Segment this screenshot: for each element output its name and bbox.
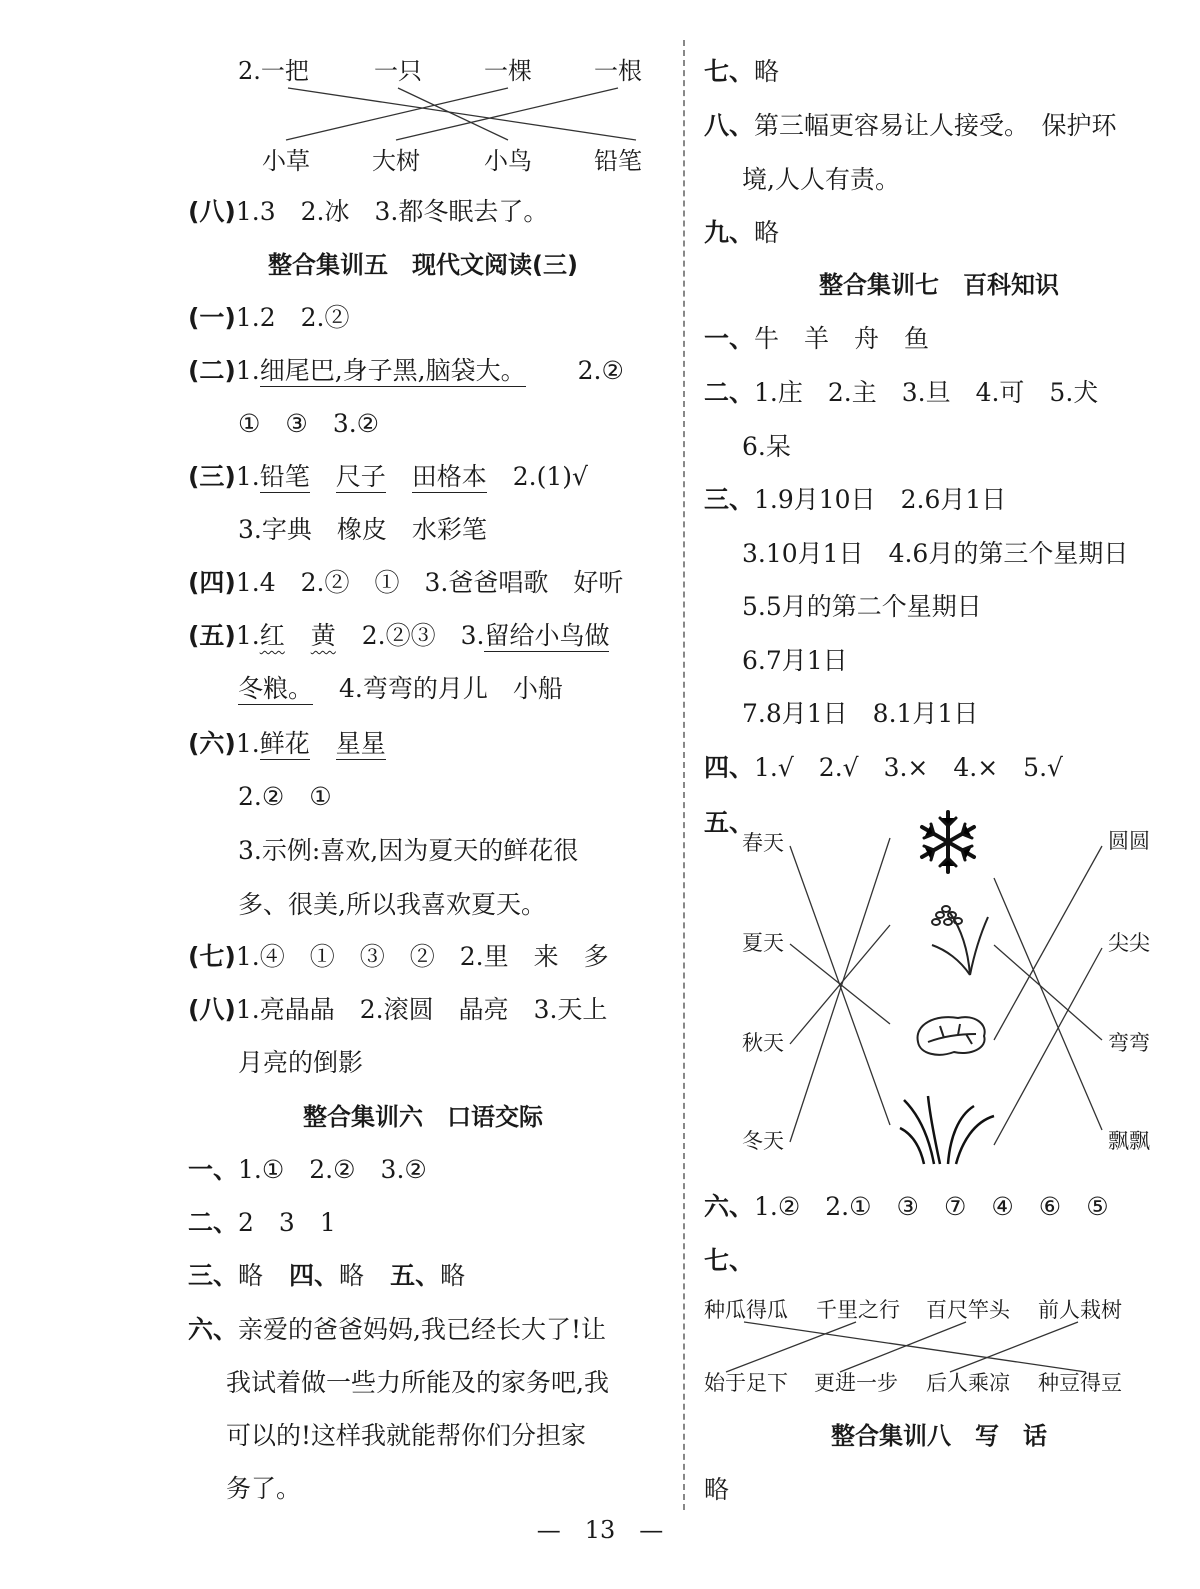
- answer-5-6: [188, 727, 386, 761]
- idiom-line-3: [840, 1322, 966, 1372]
- label: 六、: [188, 1315, 239, 1344]
- answer-7-2-cont: 6.呆: [742, 432, 791, 461]
- answer-5-5: [188, 619, 609, 653]
- text: 略: [238, 1261, 264, 1290]
- text: 4.弯弯的月儿 小船: [339, 674, 563, 703]
- text: 2.(1)√: [512, 462, 588, 491]
- word-2: 尖尖: [1108, 931, 1150, 955]
- answer-5-7: [188, 940, 609, 974]
- match-line-3: [286, 88, 508, 140]
- season-2: 夏天: [742, 931, 784, 955]
- underlined-answer: 田格本: [411, 462, 487, 491]
- text: 第三幅更容易让人接受。 保护环: [754, 111, 1117, 140]
- word-3: 弯弯: [1108, 1031, 1150, 1055]
- answer-left-8: [188, 195, 548, 229]
- text: 1.亮晶晶 2.滚圆 晶亮 3.天上: [235, 995, 608, 1024]
- label: (二): [188, 356, 236, 385]
- answer-5-2: [188, 354, 624, 388]
- page-number: — 13 —: [536, 1516, 664, 1544]
- answer-6-6-b: 我试着做一些力所能及的家务吧,我: [226, 1368, 609, 1397]
- match-top-1: 2.一把: [238, 57, 309, 85]
- underlined-answer: 铅笔: [259, 462, 310, 491]
- idiom-top-2: 千里之行: [816, 1298, 900, 1322]
- label: (五): [188, 621, 236, 650]
- match-line-2: [398, 88, 508, 140]
- match-lines: [188, 0, 658, 200]
- match-bottom-4: 铅笔: [594, 147, 642, 175]
- text: 2.②: [577, 356, 624, 385]
- answer-5-2-cont: ① ③ 3.②: [238, 409, 380, 438]
- text: 1.① 2.② 3.②: [238, 1155, 427, 1184]
- idiom-bottom-3: 后人乘凉: [926, 1371, 1010, 1395]
- label: 一、: [704, 324, 755, 353]
- match-bottom-2: 大树: [372, 147, 420, 175]
- text: 牛 羊 舟 鱼: [754, 324, 930, 353]
- label: (八): [188, 197, 236, 226]
- label: 一、: [188, 1155, 239, 1184]
- text: 1.: [235, 729, 260, 758]
- answer-7-3-c: 5.5月的第二个星期日: [742, 592, 982, 621]
- idiom-top-1: 种瓜得瓜: [704, 1298, 788, 1322]
- match-bottom-3: 小鸟: [484, 147, 532, 175]
- season-1: 春天: [742, 831, 784, 855]
- answer-5-6-c: 3.示例:喜欢,因为夏天的鲜花很: [238, 836, 579, 865]
- underlined-answer: 星星: [335, 729, 386, 758]
- text: 1.庄 2.主 3.旦 4.可 5.犬: [754, 378, 1099, 407]
- text: 1.9月10日 2.6月1日: [754, 485, 1007, 514]
- answer-6-3: [188, 1259, 465, 1293]
- answer-8: 略: [704, 1475, 730, 1504]
- text: 1.√ 2.√ 3.× 4.× 5.√: [754, 753, 1063, 782]
- answer-7-3-b: 3.10月1日 4.6月的第三个星期日: [742, 539, 1129, 568]
- label: (三): [188, 462, 236, 491]
- text: 2 3 1: [238, 1208, 336, 1237]
- answer-7-3-e: 7.8月1日 8.1月1日: [742, 699, 979, 728]
- label: 八、: [704, 111, 755, 140]
- label: 六、: [704, 1192, 755, 1221]
- idiom-top-3: 百尺竿头: [926, 1298, 1010, 1322]
- label: 二、: [188, 1208, 239, 1237]
- word-1: 圆圆: [1108, 829, 1150, 853]
- answer-6-6-c: 可以的!这样我就能帮你们分担家: [226, 1421, 587, 1450]
- text: 略: [440, 1261, 466, 1290]
- match-bottom-1: 小草: [262, 147, 310, 175]
- match-top-2: 一只: [374, 57, 422, 85]
- text: 1.④ ① ③ ② 2.里 来 多: [235, 942, 609, 971]
- answer-6-6-d: 务了。: [226, 1474, 302, 1503]
- label: 七、: [704, 57, 755, 86]
- idiom-bottom-1: 始于足下: [704, 1371, 788, 1395]
- idiom-line-4: [950, 1322, 1078, 1372]
- wavy-underlined-answer: 黄: [310, 621, 336, 650]
- underlined-answer: 细尾巴,身子黑,脑袋大。: [259, 356, 526, 385]
- underlined-answer: 冬粮。: [238, 674, 314, 703]
- word-4: 飘飘: [1108, 1129, 1150, 1153]
- label: 五、: [390, 1261, 441, 1290]
- label: 五、: [704, 808, 755, 837]
- text: 2.②③ 3.: [361, 621, 485, 650]
- underlined-answer: 鲜花: [259, 729, 310, 758]
- answer-6-6: [188, 1313, 606, 1347]
- idiom-lines: [704, 0, 1174, 1400]
- label: (七): [188, 942, 236, 971]
- answer-5-6-d: 多、很美,所以我喜欢夏天。: [238, 890, 546, 919]
- text: 略: [339, 1261, 365, 1290]
- answer-r-8-cont: 境,人人有责。: [742, 165, 900, 194]
- label: 四、: [704, 753, 755, 782]
- label: (一): [188, 303, 236, 332]
- text: 1.② 2.① ③ ⑦ ④ ⑥ ⑤: [754, 1192, 1109, 1221]
- answer-6-1: [188, 1153, 427, 1187]
- underlined-answer: 尺子: [335, 462, 386, 491]
- text: 1.: [235, 462, 260, 491]
- match-top-4: 一根: [594, 57, 642, 85]
- label: 三、: [188, 1261, 239, 1290]
- text: 亲爱的爸爸妈妈,我已经长大了!让: [238, 1315, 607, 1344]
- label: 九、: [704, 218, 755, 247]
- wavy-underlined-answer: 红: [259, 621, 285, 650]
- label: 三、: [704, 485, 755, 514]
- section-title-8: 整合集训八 写 话: [831, 1422, 1047, 1450]
- text: 1.2 2.②: [235, 303, 350, 332]
- season-3: 秋天: [742, 1031, 784, 1055]
- idiom-top-4: 前人栽树: [1038, 1298, 1122, 1322]
- section-title-6: 整合集训六 口语交际: [303, 1103, 543, 1131]
- answer-5-4: [188, 566, 623, 600]
- answer-5-8: [188, 993, 607, 1027]
- answer-5-6-b: 2.② ①: [238, 782, 332, 811]
- label: (四): [188, 568, 236, 597]
- season-4: 冬天: [742, 1129, 784, 1153]
- answer-6-2: [188, 1206, 336, 1240]
- section-title-7: 整合集训七 百科知识: [819, 271, 1059, 299]
- underlined-answer: 留给小鸟做: [484, 621, 610, 650]
- text: 1.: [235, 621, 260, 650]
- idiom-bottom-2: 更进一步: [814, 1371, 898, 1395]
- section-title-5: 整合集训五 现代文阅读(三): [268, 251, 578, 279]
- match-top-3: 一棵: [484, 57, 532, 85]
- label: 四、: [289, 1261, 340, 1290]
- label: 二、: [704, 378, 755, 407]
- answer-7-7-label: 七、: [704, 1246, 755, 1275]
- column-divider: [683, 40, 685, 1510]
- answer-5-5-cont: [238, 672, 563, 706]
- answer-5-3-cont: 3.字典 橡皮 水彩笔: [238, 515, 487, 544]
- text: 1.3 2.冰 3.都冬眠去了。: [235, 197, 549, 226]
- label: (六): [188, 729, 236, 758]
- answer-7-3-d: 6.7月1日: [742, 646, 848, 675]
- text: 1.4 2.② ① 3.爸爸唱歌 好听: [235, 568, 624, 597]
- text: 略: [754, 218, 780, 247]
- text: 略: [754, 57, 780, 86]
- answer-5-1: [188, 301, 349, 335]
- answer-5-8-cont: 月亮的倒影: [238, 1048, 364, 1077]
- label: (八): [188, 995, 236, 1024]
- answer-5-3: [188, 460, 588, 494]
- text: 1.: [235, 356, 260, 385]
- idiom-bottom-4: 种豆得豆: [1038, 1371, 1122, 1395]
- idiom-line-1: [744, 1322, 1086, 1372]
